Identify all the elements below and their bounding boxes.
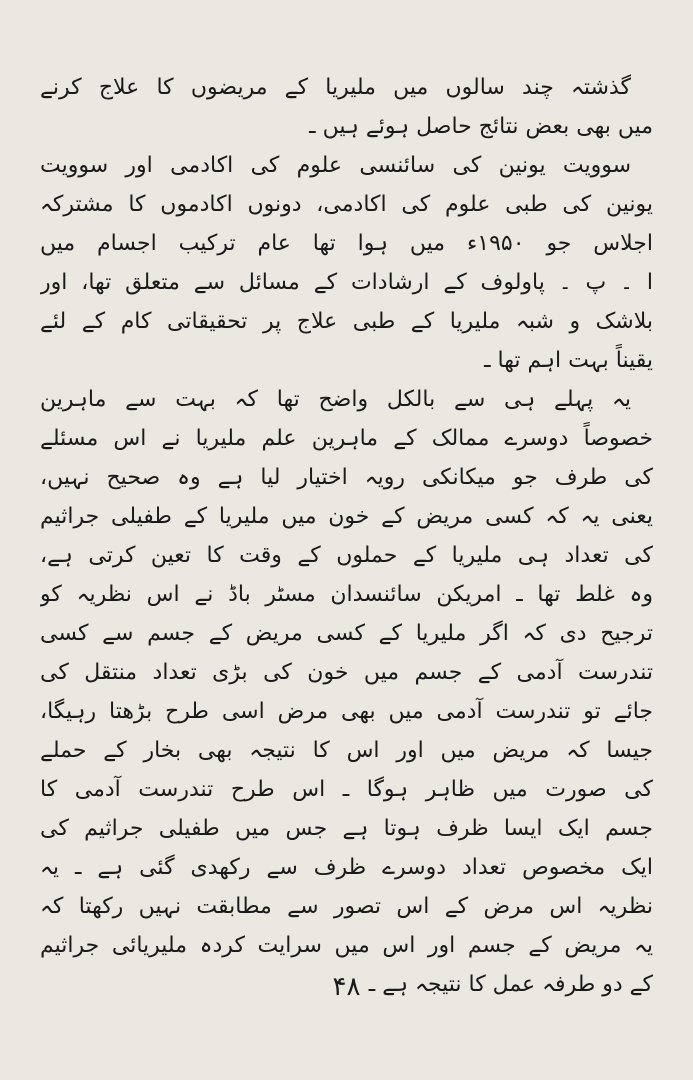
text-line: ایک مخصوص تعداد دوسرے ظرف سے رکھدی گئی ہے ـ یہ <box>40 855 653 880</box>
text-line: کی تعداد ہی ملیریا کے حملوں کے وقت کا تعین کرتی ہے، <box>40 543 653 568</box>
text-line: ترجیح دی کہ اگر ملیریا کے کسی مریض کے جسم سے کسی <box>40 621 653 646</box>
text-line: کی طرف جو میکانکی رویہ اختیار لیا ہے وہ صحیح نہیں، <box>40 465 653 490</box>
text-line: سوویت یونین کی سائنسی علوم کی اکادمی اور سوویت <box>40 153 631 178</box>
text-line: کے دو طرفہ عمل کا نتیجہ ہے ـ <box>368 972 653 997</box>
text-line: جائے تو تندرست آدمی میں بھی مرض اسی طرح بڑھتا رہیگا، <box>40 699 653 724</box>
page-number: ۴۸ <box>332 972 361 1002</box>
text-line: یہ پہلے ہی سے بالکل واضح تھا کہ بہت سے ماہرین <box>40 387 631 412</box>
text-line: جیسا کہ مریض میں اور اس کا نتیجہ بھی بخار کے حملے <box>40 738 653 763</box>
text-line: کی صورت میں ظاہر ہوگا ـ اس طرح تندرست آدمی کا <box>40 777 653 802</box>
text-line: یعنی یہ کہ کسی مریض کے خون میں ملیریا کے طفیلی جراثیم <box>40 504 653 529</box>
text-line: یہ مریض کے جسم اور اس میں سرایت کردہ ملیریائی جراثیم <box>40 933 653 958</box>
text-line: میں بھی بعض نتائج حاصل ہوئے ہیں ـ <box>309 114 653 139</box>
text-line: گذشتہ چند سالوں میں ملیریا کے مریضوں کا علاج کرنے <box>40 75 631 100</box>
text-line: جسم ایک ایسا ظرف ہوتا ہے جس میں طفیلی جراثیم کی <box>40 816 653 841</box>
text-line: یونین کی طبی علوم کی اکادمی، دونوں اکادموں کا مشترکہ <box>40 192 653 217</box>
text-line: خصوصاً دوسرے ممالک کے ماہرین علم ملیریا نے اس مسئلے <box>40 426 653 451</box>
text-line: یقیناً بہت اہم تھا ـ <box>484 348 653 373</box>
text-line: وہ غلط تھا ـ امریکن سائنسدان مسٹر باڈ نے اس نظریہ کو <box>40 582 653 607</box>
text-line: اجلاس جو ۱۹۵۰ء میں ہوا تھا عام ترکیب اجسام میں <box>40 231 653 256</box>
text-line: نظریہ اس مرض کے اس تصور سے مطابقت نہیں رکھتا کہ <box>40 894 653 919</box>
text-line: تندرست آدمی کے جسم میں خون کی بڑی تعداد منتقل کی <box>40 660 653 685</box>
text-line: ا ۔ پ ۔ پاولوف کے ارشادات کے مسائل سے متعلق تھا، اور <box>40 270 653 295</box>
body-text <box>40 68 653 1004</box>
text-line: بلاشک و شبہ ملیریا کے طبی علاج پر تحقیقاتی کام کے لئے <box>40 309 653 334</box>
